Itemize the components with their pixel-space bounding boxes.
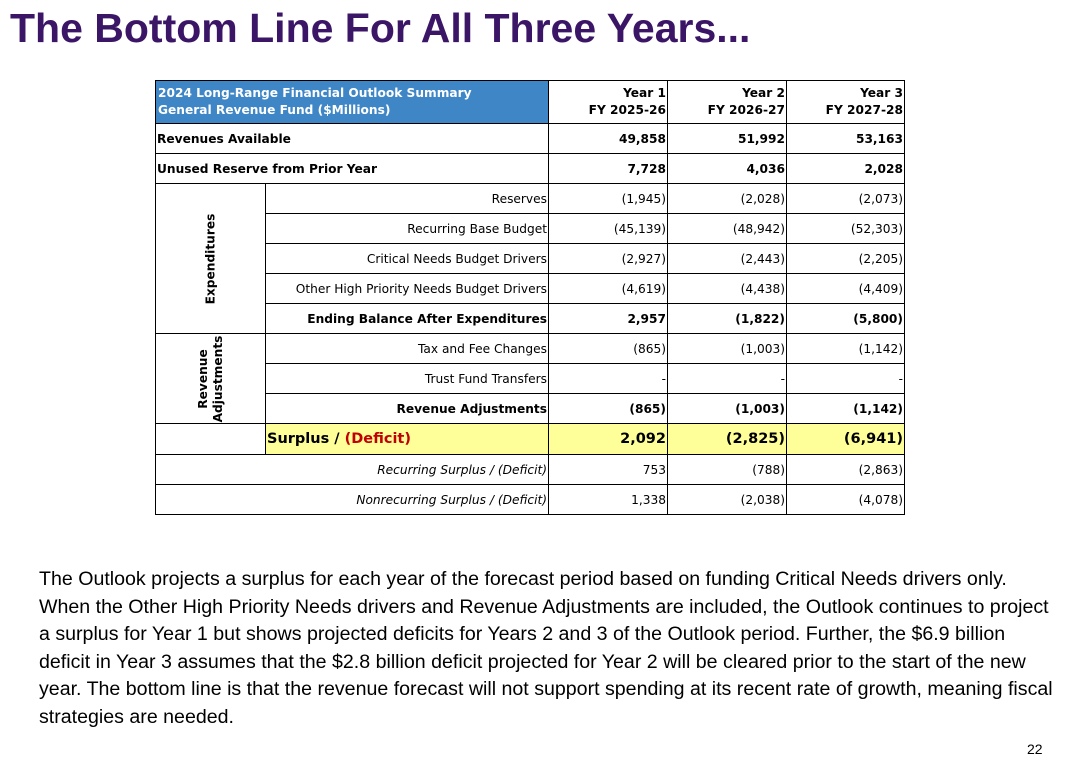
value-year-3: 2,028 <box>787 154 905 184</box>
row-label <box>266 424 549 455</box>
value-year-1: (4,619) <box>549 274 668 304</box>
blank-cell <box>156 424 266 455</box>
value-year-3: (4,409) <box>787 274 905 304</box>
value-year-2: (2,028) <box>668 184 787 214</box>
table-row-surplus-deficit <box>156 424 905 455</box>
value-year-1: 753 <box>549 455 668 485</box>
row-label: Revenue Adjustments <box>266 394 549 424</box>
value-year-3: (4,078) <box>787 485 905 515</box>
value-year-3: (2,863) <box>787 455 905 485</box>
year-3-fy: FY 2027-28 <box>825 103 903 117</box>
row-label: Other High Priority Needs Budget Drivers <box>266 274 549 304</box>
value-year-3: - <box>787 364 905 394</box>
value-year-2: (48,942) <box>668 214 787 244</box>
page-number: 22 <box>1027 741 1043 757</box>
revenue-adjustments-group-label <box>196 335 226 422</box>
table-row-critical-needs <box>156 244 905 274</box>
year-1-label: Year 1 <box>623 86 666 100</box>
financial-outlook-table <box>155 80 905 515</box>
value-year-1: 2,957 <box>549 304 668 334</box>
surplus-label: Surplus / <box>267 431 345 447</box>
row-label: Critical Needs Budget Drivers <box>266 244 549 274</box>
row-label: Unused Reserve from Prior Year <box>156 154 549 184</box>
value-year-2: (4,438) <box>668 274 787 304</box>
explanation-paragraph: The Outlook projects a surplus for each year of the forecast period based on funding Critical Needs drivers only. When the Other High Priority Needs drivers and Revenue Adjustments are included, the Outlook continues to project a surplus for Year 1 but shows projected deficits for Years 2 and 3 of the Outlook period. Further, the $6.9 billion deficit in Year 3 assumes that the $2.8 billion deficit projected for Year 2 will be cleared prior to the start of the new year. The bottom line is that the revenue forecast will not support spending at its recent rate of growth, meaning fiscal strategies are needed. <box>39 568 1053 728</box>
value-year-3: (6,941) <box>787 424 905 455</box>
year-1-fy: FY 2025-26 <box>588 103 666 117</box>
value-year-3: (1,142) <box>787 334 905 364</box>
expenditures-group-cell <box>156 184 266 334</box>
table-row-recurring-surplus <box>156 455 905 485</box>
table-row-unused-reserve <box>156 154 905 184</box>
value-year-1: (1,945) <box>549 184 668 214</box>
slide-title: The Bottom Line For All Three Years... <box>10 5 751 51</box>
expenditures-group-label: Expenditures <box>203 213 217 304</box>
value-year-1: (865) <box>549 394 668 424</box>
value-year-3: (2,205) <box>787 244 905 274</box>
year-2-label: Year 2 <box>742 86 785 100</box>
year-3-label: Year 3 <box>860 86 903 100</box>
value-year-3: (5,800) <box>787 304 905 334</box>
value-year-1: (865) <box>549 334 668 364</box>
value-year-2: 51,992 <box>668 124 787 154</box>
value-year-1: 1,338 <box>549 485 668 515</box>
value-year-3: (2,073) <box>787 184 905 214</box>
row-label: Reserves <box>266 184 549 214</box>
row-label: Revenues Available <box>156 124 549 154</box>
value-year-2: (2,825) <box>668 424 787 455</box>
row-label: Tax and Fee Changes <box>266 334 549 364</box>
value-year-3: (1,142) <box>787 394 905 424</box>
table-row-revenues-available <box>156 124 905 154</box>
table-row-tax-fee-changes <box>156 334 905 364</box>
table-header-row <box>156 81 905 124</box>
table-title-cell <box>156 81 549 124</box>
table-title-line1: 2024 Long-Range Financial Outlook Summary <box>158 86 472 100</box>
table-row-trust-fund <box>156 364 905 394</box>
value-year-1: - <box>549 364 668 394</box>
value-year-2: - <box>668 364 787 394</box>
value-year-1: 49,858 <box>549 124 668 154</box>
value-year-2: (1,003) <box>668 334 787 364</box>
row-label: Ending Balance After Expenditures <box>266 304 549 334</box>
value-year-1: (2,927) <box>549 244 668 274</box>
row-label: Trust Fund Transfers <box>266 364 549 394</box>
year-1-header <box>549 81 668 124</box>
value-year-1: 2,092 <box>549 424 668 455</box>
table-row-recurring-base <box>156 214 905 244</box>
value-year-2: (1,003) <box>668 394 787 424</box>
value-year-2: (2,038) <box>668 485 787 515</box>
year-3-header <box>787 81 905 124</box>
row-label: Nonrecurring Surplus / (Deficit) <box>156 485 549 515</box>
table-row-nonrecurring-surplus <box>156 485 905 515</box>
revenue-adjustments-group-cell <box>156 334 266 424</box>
table-row-reserves <box>156 184 905 214</box>
row-label: Recurring Base Budget <box>266 214 549 244</box>
group-label-line2: Adjustments <box>210 335 225 422</box>
value-year-2: (788) <box>668 455 787 485</box>
value-year-3: (52,303) <box>787 214 905 244</box>
value-year-2: (1,822) <box>668 304 787 334</box>
group-label-line1: Revenue <box>195 348 210 409</box>
value-year-2: 4,036 <box>668 154 787 184</box>
row-label: Recurring Surplus / (Deficit) <box>156 455 549 485</box>
table-row-revenue-adjustments <box>156 394 905 424</box>
value-year-1: 7,728 <box>549 154 668 184</box>
value-year-1: (45,139) <box>549 214 668 244</box>
year-2-header <box>668 81 787 124</box>
value-year-2: (2,443) <box>668 244 787 274</box>
table-title-line2: General Revenue Fund ($Millions) <box>158 103 391 117</box>
deficit-label: (Deficit) <box>344 431 411 447</box>
table-row-other-high-priority <box>156 274 905 304</box>
year-2-fy: FY 2026-27 <box>707 103 785 117</box>
table-row-ending-balance <box>156 304 905 334</box>
value-year-3: 53,163 <box>787 124 905 154</box>
